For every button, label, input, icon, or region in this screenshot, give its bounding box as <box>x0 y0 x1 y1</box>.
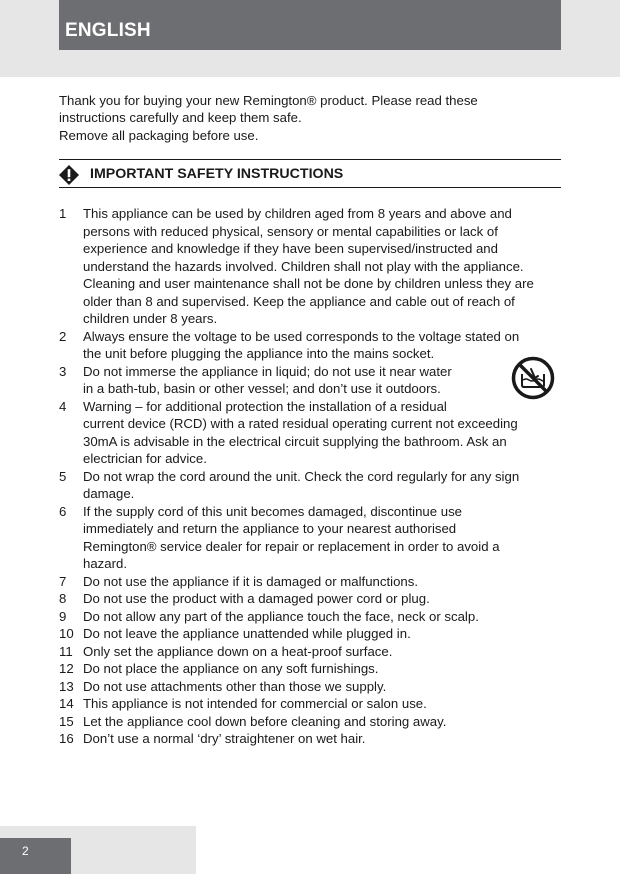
instruction-line: Do not wrap the cord around the unit. Check the cord regularly for any sign <box>83 468 520 484</box>
instruction-text <box>83 328 561 363</box>
instruction-line: Always ensure the voltage to be used corresponds to the voltage stated on <box>83 328 520 344</box>
instruction-item <box>59 205 561 328</box>
instruction-line: Do not use the product with a damaged power cord or plug. <box>83 591 430 606</box>
instruction-text <box>83 695 561 713</box>
instruction-line: children under 8 years. <box>83 311 218 326</box>
instruction-number: 14 <box>59 696 74 711</box>
instruction-line: persons with reduced physical, sensory or mental capabilities or lack of <box>83 223 498 239</box>
instruction-text <box>83 643 561 661</box>
instruction-text <box>83 660 561 678</box>
instruction-number: 5 <box>59 468 67 484</box>
instruction-item <box>59 363 561 398</box>
instruction-line: If the supply cord of this unit becomes damaged, discontinue use <box>83 503 462 519</box>
instruction-number: 12 <box>59 661 74 676</box>
section-heading: IMPORTANT SAFETY INSTRUCTIONS <box>90 166 344 182</box>
instruction-item <box>59 328 561 363</box>
instruction-line: Only set the appliance down on a heat-proof surface. <box>83 643 393 659</box>
instruction-line: Remington® service dealer for repair or replacement in order to avoid a <box>83 538 500 554</box>
intro-paragraph <box>59 92 559 144</box>
intro-line: Thank you for buying your new Remington® product. Please read these <box>59 93 478 108</box>
safety-instructions-list <box>59 205 561 748</box>
instruction-item <box>59 660 561 678</box>
instruction-line: Don’t use a normal ‘dry’ straightener on wet hair. <box>83 731 366 746</box>
warning-icon <box>59 165 79 185</box>
instruction-number: 9 <box>59 608 67 624</box>
instruction-line: Do not leave the appliance unattended while plugged in. <box>83 626 411 641</box>
language-title: ENGLISH <box>59 0 561 50</box>
instruction-item <box>59 695 561 713</box>
instruction-text <box>83 730 561 748</box>
instruction-line: Do not allow any part of the appliance touch the face, neck or scalp. <box>83 608 479 624</box>
instruction-line: This appliance can be used by children aged from 8 years and above and <box>83 206 512 221</box>
instruction-item <box>59 678 561 696</box>
instruction-text <box>83 398 561 468</box>
instruction-item <box>59 643 561 661</box>
instruction-item <box>59 625 561 643</box>
instruction-number: 2 <box>59 328 67 344</box>
instruction-number: 13 <box>59 678 74 694</box>
instruction-text <box>83 503 561 573</box>
instruction-text <box>83 468 561 503</box>
instruction-line: hazard. <box>83 556 127 571</box>
instruction-number: 15 <box>59 713 74 729</box>
instruction-text <box>83 678 561 696</box>
instruction-number: 11 <box>59 643 73 659</box>
instruction-text <box>83 205 561 328</box>
instruction-text <box>83 608 561 626</box>
instruction-line: immediately and return the appliance to your nearest authorised <box>83 521 457 536</box>
instruction-number: 1 <box>59 206 67 221</box>
instruction-line: 30mA is advisable in the electrical circuit supplying the bathroom. Ask an <box>83 433 507 449</box>
instruction-number: 8 <box>59 591 67 606</box>
instruction-line: Do not use the appliance if it is damaged or malfunctions. <box>83 573 419 589</box>
instruction-line: current device (RCD) with a rated residual operating current not exceeding <box>83 416 518 431</box>
instruction-line: experience and knowledge if they have been supervised/instructed and <box>83 241 498 256</box>
intro-line: instructions carefully and keep them safe. <box>59 110 302 126</box>
instruction-item <box>59 730 561 748</box>
instruction-line: Do not immerse the appliance in liquid; do not use it near water <box>83 363 452 379</box>
instruction-item <box>59 398 561 468</box>
instruction-number: 3 <box>59 363 67 379</box>
instruction-item <box>59 608 561 626</box>
instruction-text <box>83 713 561 731</box>
instruction-number: 6 <box>59 503 67 519</box>
instruction-text <box>83 363 561 398</box>
instruction-line: the unit before plugging the appliance into the mains socket. <box>83 346 435 361</box>
instruction-item <box>59 503 561 573</box>
instruction-line: damage. <box>83 486 135 501</box>
instruction-text <box>83 590 561 608</box>
instruction-line: Do not use attachments other than those we supply. <box>83 678 387 694</box>
instruction-line: in a bath-tub, basin or other vessel; and don’t use it outdoors. <box>83 381 441 396</box>
instruction-line: Warning – for additional protection the installation of a residual <box>83 398 447 414</box>
instruction-line: Let the appliance cool down before cleaning and storing away. <box>83 713 447 729</box>
instruction-text <box>83 625 561 643</box>
instruction-line: understand the hazards involved. Children shall not play with the appliance. <box>83 258 524 274</box>
instruction-text <box>83 573 561 591</box>
instruction-number: 7 <box>59 573 67 589</box>
instruction-item <box>59 573 561 591</box>
no-water-use-icon <box>511 356 555 400</box>
instruction-line: Do not place the appliance on any soft furnishings. <box>83 661 379 676</box>
instruction-line: Cleaning and user maintenance shall not be done by children unless they are <box>83 276 534 291</box>
instruction-number: 16 <box>59 731 74 746</box>
instruction-line: older than 8 and supervised. Keep the appliance and cable out of reach of <box>83 293 515 309</box>
instruction-item <box>59 468 561 503</box>
instruction-item <box>59 713 561 731</box>
instruction-line: electrician for advice. <box>83 451 207 466</box>
instruction-number: 4 <box>59 398 67 414</box>
section-divider-top <box>59 159 561 160</box>
instruction-item <box>59 590 561 608</box>
section-divider-bottom <box>59 187 561 188</box>
intro-line: Remove all packaging before use. <box>59 127 259 143</box>
page-number: 2 <box>0 838 71 874</box>
instruction-number: 10 <box>59 626 74 641</box>
instruction-line: This appliance is not intended for commercial or salon use. <box>83 696 427 711</box>
